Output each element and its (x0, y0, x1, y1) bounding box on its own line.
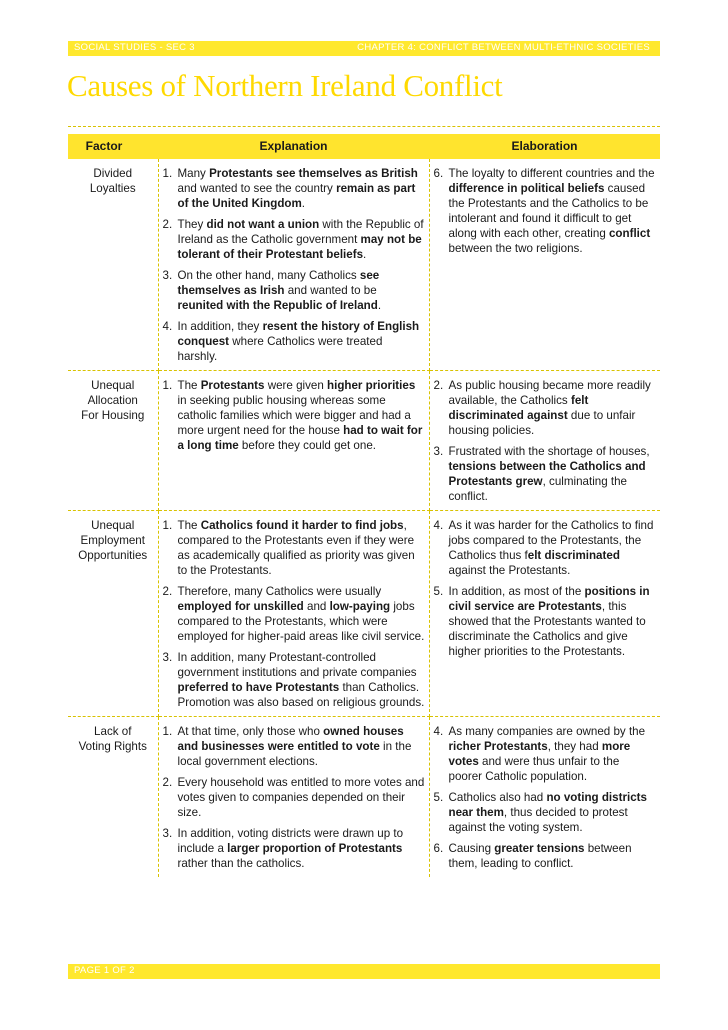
factor-label: Lack of (94, 725, 132, 738)
body-text: where Catholics were treated harshly. (177, 335, 383, 363)
emphasis-text: Protestants see themselves as British (209, 167, 418, 180)
list-item (434, 444, 657, 504)
table-body (68, 159, 660, 877)
body-text: In addition, voting districts were drawn up to include a (177, 827, 404, 855)
body-text: On the other hand, many Catholics (177, 269, 360, 282)
divider (68, 126, 660, 127)
body-text: In addition, many Protestant-controlled government institutions and private companies (177, 651, 417, 679)
body-text: . (301, 197, 306, 210)
factor-label: Divided (93, 167, 133, 180)
factor-cell (68, 159, 158, 371)
list-item (163, 826, 425, 871)
emphasis-text: conflict (608, 227, 651, 240)
list-item (163, 518, 425, 578)
body-text: As public housing became more readily available, the Catholics (448, 379, 651, 407)
list-item (434, 724, 657, 784)
emphasis-text: higher priorities (327, 379, 416, 392)
point-number: 2. (162, 218, 173, 231)
header-chapter: CHAPTER 4: CONFLICT BETWEEN MULTI-ETHNIC SOCIETIES (357, 42, 650, 53)
explanation-cell (158, 511, 429, 717)
body-text: and (303, 600, 330, 613)
table-row (68, 717, 660, 878)
point-number: 3. (162, 269, 173, 282)
factor-label: Voting Rights (78, 740, 147, 753)
emphasis-text: more votes (448, 740, 631, 768)
elaboration-cell (429, 371, 660, 511)
body-text: . (363, 248, 367, 261)
body-text: As it was harder for the Catholics to find jobs compared to the Protestants, the Catholics thus f (448, 519, 654, 562)
list-item (434, 166, 657, 256)
list-item (434, 841, 657, 871)
body-text: and wanted to see the country (177, 182, 337, 195)
factor-cell (68, 371, 158, 511)
emphasis-text: employed for unskilled (177, 600, 304, 613)
column-header-elaboration: Elaboration (429, 134, 660, 159)
body-text: The (177, 379, 201, 392)
emphasis-text: felt discriminated against (448, 394, 589, 422)
emphasis-text: Catholics found it harder to find jobs (200, 519, 404, 532)
point-number: 2. (433, 379, 444, 392)
emphasis-text: difference in political beliefs (448, 182, 605, 195)
body-text: were given (264, 379, 328, 392)
point-list (434, 378, 657, 504)
emphasis-text: owned houses and businesses were entitled to vote (177, 725, 404, 753)
emphasis-text: no voting districts near them (448, 791, 647, 819)
list-item (163, 217, 425, 262)
body-text: between them, leading to conflict. (448, 842, 632, 870)
factor-label: Unequal (91, 519, 135, 532)
point-list (163, 724, 425, 871)
emphasis-text: larger proportion of Protestants (227, 842, 403, 855)
body-text: in the local government elections. (177, 740, 412, 768)
list-item (163, 378, 425, 453)
emphasis-text: positions in civil service are Protestants (448, 585, 650, 613)
list-item (163, 724, 425, 769)
factor-label: Employment (80, 534, 145, 547)
emphasis-text: did not want a union (206, 218, 320, 231)
body-text: , this showed that the Protestants wanted to discriminate the Catholics and give higher priorities to the Protestants. (448, 600, 646, 658)
body-text: In addition, as most of the (448, 585, 585, 598)
list-item (163, 268, 425, 313)
factor-cell (68, 717, 158, 878)
point-list (434, 518, 657, 659)
body-text: As many companies are owned by the (448, 725, 646, 738)
body-text: in seeking public housing whereas some catholic families which were bigger and had a more urgent need for the house (177, 394, 411, 437)
body-text: Catholics also had (448, 791, 547, 804)
list-item (163, 166, 425, 211)
emphasis-text: elt discriminated (527, 549, 620, 562)
body-text: between the two religions. (448, 242, 583, 255)
body-text: At that time, only those who (177, 725, 324, 738)
emphasis-text: may not be tolerant of their Protestant beliefs (177, 233, 422, 261)
column-header-explanation: Explanation (158, 134, 429, 159)
point-number: 4. (162, 320, 173, 333)
header-bar (68, 41, 660, 56)
body-text: They (177, 218, 207, 231)
body-text: , culminating the conflict. (448, 475, 628, 503)
list-item (434, 584, 657, 659)
point-list (163, 166, 425, 364)
emphasis-text: greater tensions (494, 842, 585, 855)
factor-label: For Housing (81, 409, 145, 422)
causes-table (68, 134, 660, 877)
body-text: The (177, 519, 201, 532)
body-text: jobs compared to the Protestants, which were employed for higher-paid areas like civil service. (177, 600, 425, 643)
point-number: 4. (433, 519, 444, 532)
body-text: with the Republic of Ireland as the Catholic government (177, 218, 424, 246)
point-list (163, 378, 425, 453)
factor-cell (68, 511, 158, 717)
list-item (163, 775, 425, 820)
point-number: 1. (162, 167, 173, 180)
table-row (68, 511, 660, 717)
point-number: 5. (433, 791, 444, 804)
point-number: 1. (162, 519, 173, 532)
list-item (163, 650, 425, 710)
body-text: Every household was entitled to more votes and votes given to companies depended on their size. (177, 776, 425, 819)
point-number: 6. (433, 167, 444, 180)
factor-label: Unequal (91, 379, 135, 392)
list-item (434, 790, 657, 835)
body-text: , they had (547, 740, 602, 753)
column-header-factor: Factor (68, 134, 158, 159)
point-list (434, 724, 657, 871)
point-number: 1. (162, 379, 173, 392)
body-text: The loyalty to different countries and the (448, 167, 655, 180)
body-text: Causing (448, 842, 495, 855)
emphasis-text: Protestants (200, 379, 265, 392)
body-text: Many (177, 167, 210, 180)
emphasis-text: low-paying (329, 600, 391, 613)
body-text: and were thus unfair to the poorer Catholic population. (448, 755, 620, 783)
body-text: caused the Protestants and the Catholics to be intolerant and found it difficult to get along with each other, creating (448, 182, 649, 240)
explanation-cell (158, 371, 429, 511)
body-text: , compared to the Protestants even if they were as academically qualified as priority was given to the Protestants. (177, 519, 415, 577)
page-number: PAGE 1 OF 2 (74, 965, 135, 976)
list-item (163, 319, 425, 364)
table-row (68, 159, 660, 371)
explanation-cell (158, 717, 429, 878)
body-text: Therefore, many Catholics were usually (177, 585, 382, 598)
body-text: Frustrated with the shortage of houses, (448, 445, 650, 458)
page-title: Causes of Northern Ireland Conflict (67, 68, 503, 103)
point-list (163, 518, 425, 710)
emphasis-text: preferred to have Protestants (177, 681, 340, 694)
emphasis-text: tensions between the Catholics and Protestants grew (448, 460, 646, 488)
point-number: 2. (162, 776, 173, 789)
point-number: 6. (433, 842, 444, 855)
body-text: rather than the catholics. (177, 857, 305, 870)
point-number: 1. (162, 725, 173, 738)
point-number: 3. (162, 827, 173, 840)
footer-bar (68, 964, 660, 979)
table-row (68, 371, 660, 511)
table-header-row (68, 134, 660, 159)
elaboration-cell (429, 159, 660, 371)
factor-label: Opportunities (78, 549, 148, 562)
body-text: . (377, 299, 382, 312)
body-text: due to unfair housing policies. (448, 409, 636, 437)
emphasis-text: see themselves as Irish (177, 269, 380, 297)
point-number: 3. (433, 445, 444, 458)
body-text: against the Protestants. (448, 564, 571, 577)
body-text: before they could get one. (238, 439, 376, 452)
body-text: than Catholics. Promotion was also based on religious grounds. (177, 681, 425, 709)
point-number: 2. (162, 585, 173, 598)
body-text: In addition, they (177, 320, 263, 333)
body-text: and wanted to be (284, 284, 377, 297)
list-item (434, 378, 657, 438)
point-number: 3. (162, 651, 173, 664)
body-text: , thus decided to protest against the voting system. (448, 806, 628, 834)
point-list (434, 166, 657, 256)
list-item (434, 518, 657, 578)
emphasis-text: had to wait for a long time (177, 424, 423, 452)
factor-label: Loyalties (89, 182, 136, 195)
point-number: 5. (433, 585, 444, 598)
elaboration-cell (429, 511, 660, 717)
emphasis-text: remain as part of the United Kingdom (177, 182, 416, 210)
explanation-cell (158, 159, 429, 371)
emphasis-text: resent the history of English conquest (177, 320, 420, 348)
point-number: 4. (433, 725, 444, 738)
emphasis-text: richer Protestants (448, 740, 548, 753)
emphasis-text: reunited with the Republic of Ireland (177, 299, 378, 312)
list-item (163, 584, 425, 644)
elaboration-cell (429, 717, 660, 878)
factor-label: Allocation (87, 394, 138, 407)
header-subject: SOCIAL STUDIES - SEC 3 (74, 42, 195, 53)
